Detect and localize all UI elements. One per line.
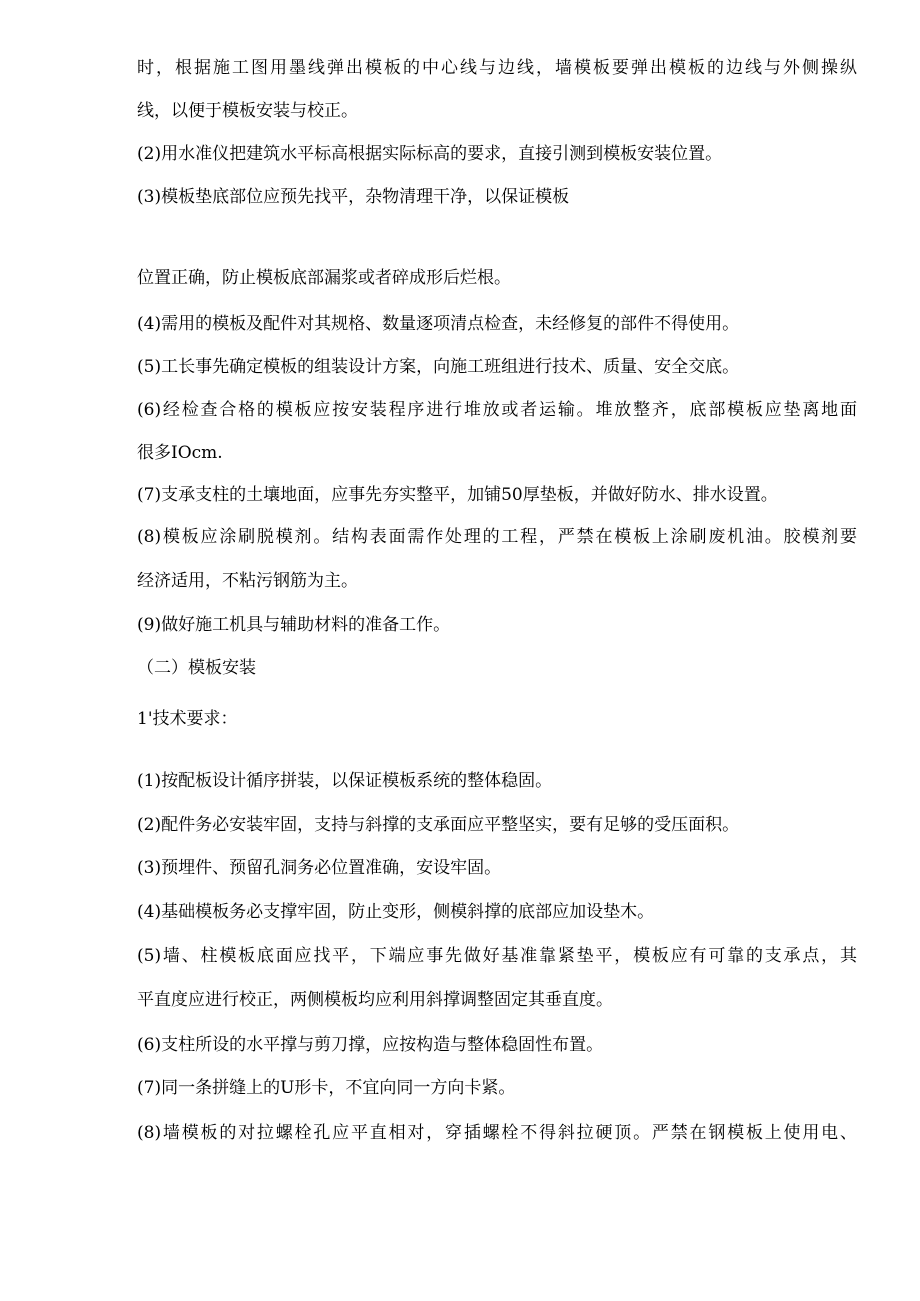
text-line: 经济适用，不粘污钢筋为主。 (137, 571, 358, 591)
text-line: 平直度应进行校正，两侧模板均应利用斜撑调整固定其垂直度。 (137, 990, 613, 1010)
text-line: (9)做好施工机具与辅助材料的准备工作。 (137, 615, 451, 635)
text-line: 很多IOcm. (137, 443, 223, 463)
text-line: (6)支柱所设的水平撑与剪刀撑，应按构造与整体稳固性布置。 (137, 1035, 604, 1055)
subsection-heading: 1'技术要求： (137, 709, 238, 729)
text-line: 线，以便于模板安装与校正。 (137, 101, 358, 121)
text-line: (2)配件务必安装牢固，支持与斜撑的支承面应平整坚实，要有足够的受压面积。 (137, 815, 740, 835)
text-line: (7)同一条拼缝上的U形卡，不宜向同一方向卡紧。 (137, 1078, 516, 1098)
section-heading: （二）模板安装 (137, 658, 256, 678)
text-line: (8)模板应涂刷脱模剂。结构表面需作处理的工程，严禁在模板上涂刷废机油。胶模剂要 (137, 527, 857, 547)
text-line: 时，根据施工图用墨线弹出模板的中心线与边线，墙模板要弹出模板的边线与外侧操纵 (137, 58, 857, 78)
text-line: (6)经检查合格的模板应按安装程序进行堆放或者运输。堆放整齐，底部模板应垫离地面 (137, 400, 857, 420)
text-line: (3)模板垫底部位应预先找平，杂物清理干净，以保证模板 (137, 187, 570, 207)
text-line: (5)墙、柱模板底面应找平，下端应事先做好基准靠紧垫平，模板应有可靠的支承点，其 (137, 946, 857, 966)
text-line: (3)预埋件、预留孔洞务必位置准确，安设牢固。 (137, 858, 502, 878)
text-line: (2)用水准仪把建筑水平标高根据实际标高的要求，直接引测到模板安装位置。 (137, 144, 723, 164)
text-line: (4)基础模板务必支撑牢固，防止变形，侧模斜撑的底部应加设垫木。 (137, 902, 655, 922)
text-line: (5)工长事先确定模板的组装设计方案，向施工班组进行技术、质量、安全交底。 (137, 357, 740, 377)
text-line: (4)需用的模板及配件对其规格、数量逐项清点检查，未经修复的部件不得使用。 (137, 314, 740, 334)
text-line: 位置正确，防止模板底部漏浆或者碎成形后烂根。 (137, 268, 511, 288)
text-line: (8)墙模板的对拉螺栓孔应平直相对，穿插螺栓不得斜拉硬顶。严禁在钢模板上使用电、 (137, 1123, 857, 1143)
text-line: (1)按配板设计循序拼装，以保证模板系统的整体稳固。 (137, 771, 553, 791)
text-line: (7)支承支柱的土壤地面，应事先夯实整平，加铺50厚垫板，并做好防水、排水设置。 (137, 485, 778, 505)
